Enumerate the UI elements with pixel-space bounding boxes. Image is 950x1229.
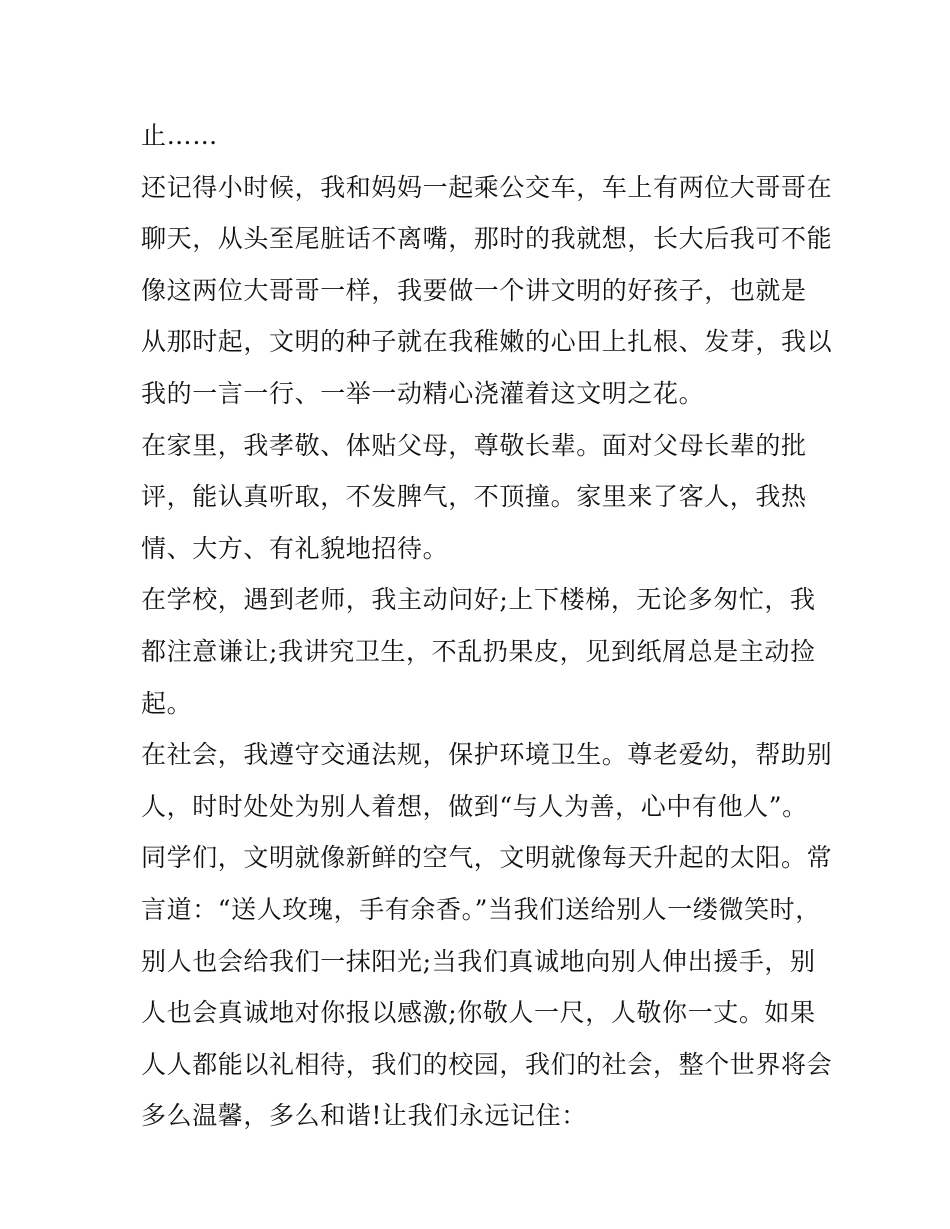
- text-line: 人也会真诚地对你报以感激;你敬人一尺，人敬你一丈。如果: [141, 998, 816, 1028]
- text-line: 在学校，遇到老师，我主动问好;上下楼梯，无论多匆忙，我: [141, 585, 816, 615]
- text-line: 都注意谦让;我讲究卫生，不乱扔果皮，见到纸屑总是主动捡: [141, 636, 816, 666]
- text-line: 人，时时处处为别人着想，做到“与人为善，心中有他人”。: [141, 791, 808, 821]
- text-line: 聊天，从头至尾脏话不离嘴，那时的我就想，长大后我可不能: [141, 224, 833, 254]
- text-line: 评，能认真听取，不发脾气，不顶撞。家里来了客人，我热: [141, 482, 807, 512]
- text-line: 我的一言一行、一举一动精心浇灌着这文明之花。: [141, 378, 705, 408]
- text-line: 像这两位大哥哥一样，我要做一个讲文明的好孩子，也就是: [141, 275, 807, 305]
- text-line: 起。: [141, 688, 193, 718]
- document-body: [141, 110, 833, 1142]
- text-line: 别人也会给我们一抹阳光;当我们真诚地向别人伸出援手，别: [141, 946, 816, 976]
- text-line: 在家里，我孝敬、体贴父母，尊敬长辈。面对父母长辈的批: [141, 430, 807, 460]
- text-line: 从那时起，文明的种子就在我稚嫩的心田上扎根、发芽，我以: [141, 327, 833, 357]
- text-line: 人人都能以礼相待，我们的校园，我们的社会，整个世界将会: [141, 1049, 833, 1079]
- text-line: 多么温馨，多么和谐!让我们永远记住：: [141, 1101, 587, 1131]
- text-line: 还记得小时候，我和妈妈一起乘公交车，车上有两位大哥哥在: [141, 172, 833, 202]
- text-line: 在社会，我遵守交通法规，保护环境卫生。尊老爱幼，帮助别: [141, 740, 833, 770]
- text-line: 言道：“送人玫瑰，手有余香。”当我们送给别人一缕微笑时，: [141, 894, 821, 924]
- text-line: 同学们，文明就像新鲜的空气，文明就像每天升起的太阳。常: [141, 843, 833, 873]
- text-line: 止……: [141, 121, 218, 150]
- text-line: 情、大方、有礼貌地招待。: [141, 533, 449, 563]
